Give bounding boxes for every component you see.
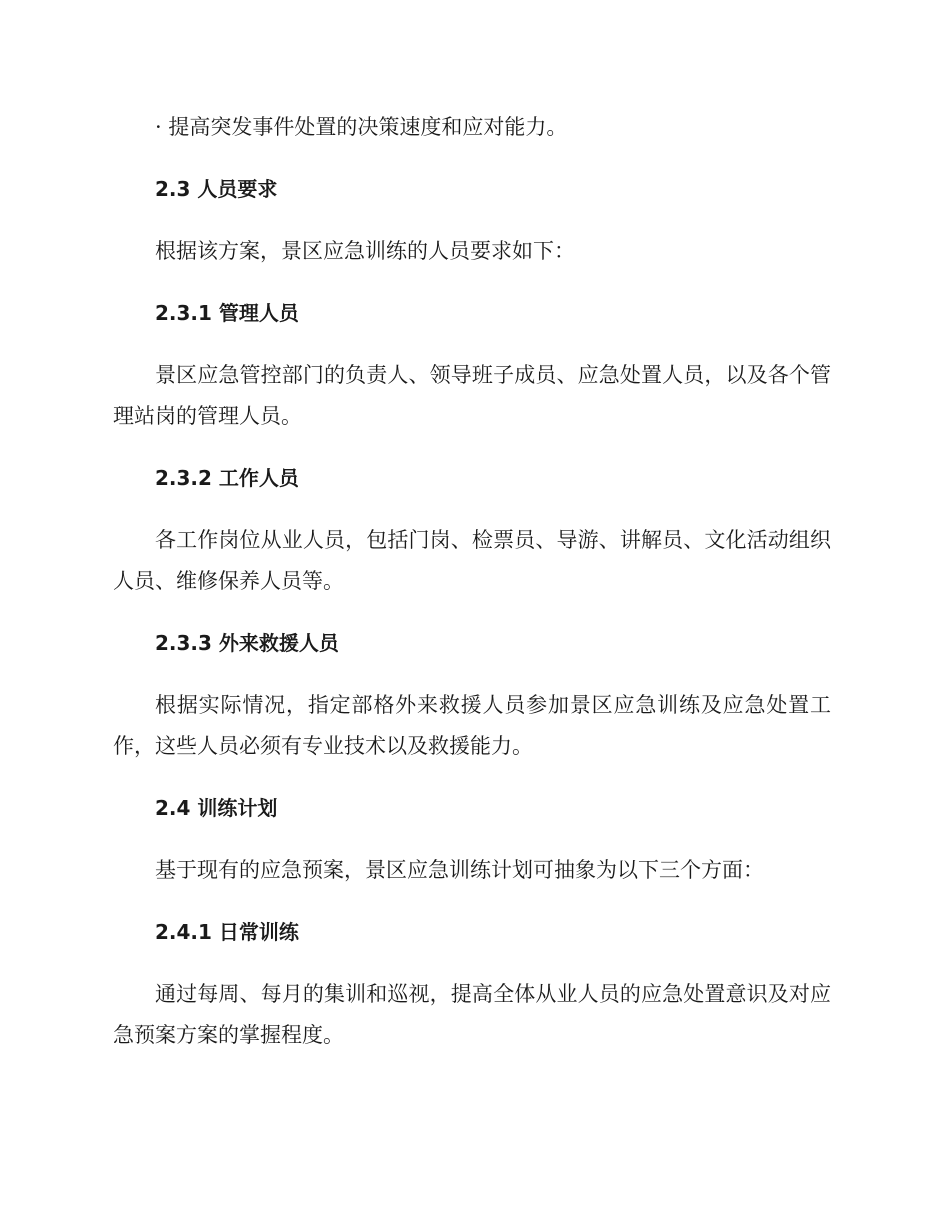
section-heading: 2.3 人员要求 — [155, 177, 278, 201]
paragraph: 根据该方案，景区应急训练的人员要求如下： — [155, 239, 575, 263]
document-body — [113, 107, 831, 1077]
subsection-heading: 2.3.1 管理人员 — [155, 301, 299, 325]
paragraph: 通过每周、每月的集训和巡视，提高全体从业人员的应急处置意识及对应急预案方案的掌握程度。 — [113, 982, 831, 1047]
subsection-heading: 2.3.2 工作人员 — [155, 466, 299, 490]
bullet-item: · 提高突发事件处置的决策速度和应对能力。 — [155, 115, 568, 139]
subsection-heading: 2.4.1 日常训练 — [155, 920, 299, 944]
section-heading: 2.4 训练计划 — [155, 796, 278, 820]
subsection-heading: 2.3.3 外来救援人员 — [155, 631, 339, 655]
paragraph: 根据实际情况，指定部格外来救援人员参加景区应急训练及应急处置工作，这些人员必须有专业技术以及救援能力。 — [113, 693, 831, 758]
paragraph: 各工作岗位从业人员，包括门岗、检票员、导游、讲解员、文化活动组织人员、维修保养人员等。 — [113, 528, 831, 593]
paragraph: 景区应急管控部门的负责人、领导班子成员、应急处置人员，以及各个管理站岗的管理人员。 — [113, 363, 831, 428]
paragraph: 基于现有的应急预案，景区应急训练计划可抽象为以下三个方面： — [155, 858, 764, 882]
